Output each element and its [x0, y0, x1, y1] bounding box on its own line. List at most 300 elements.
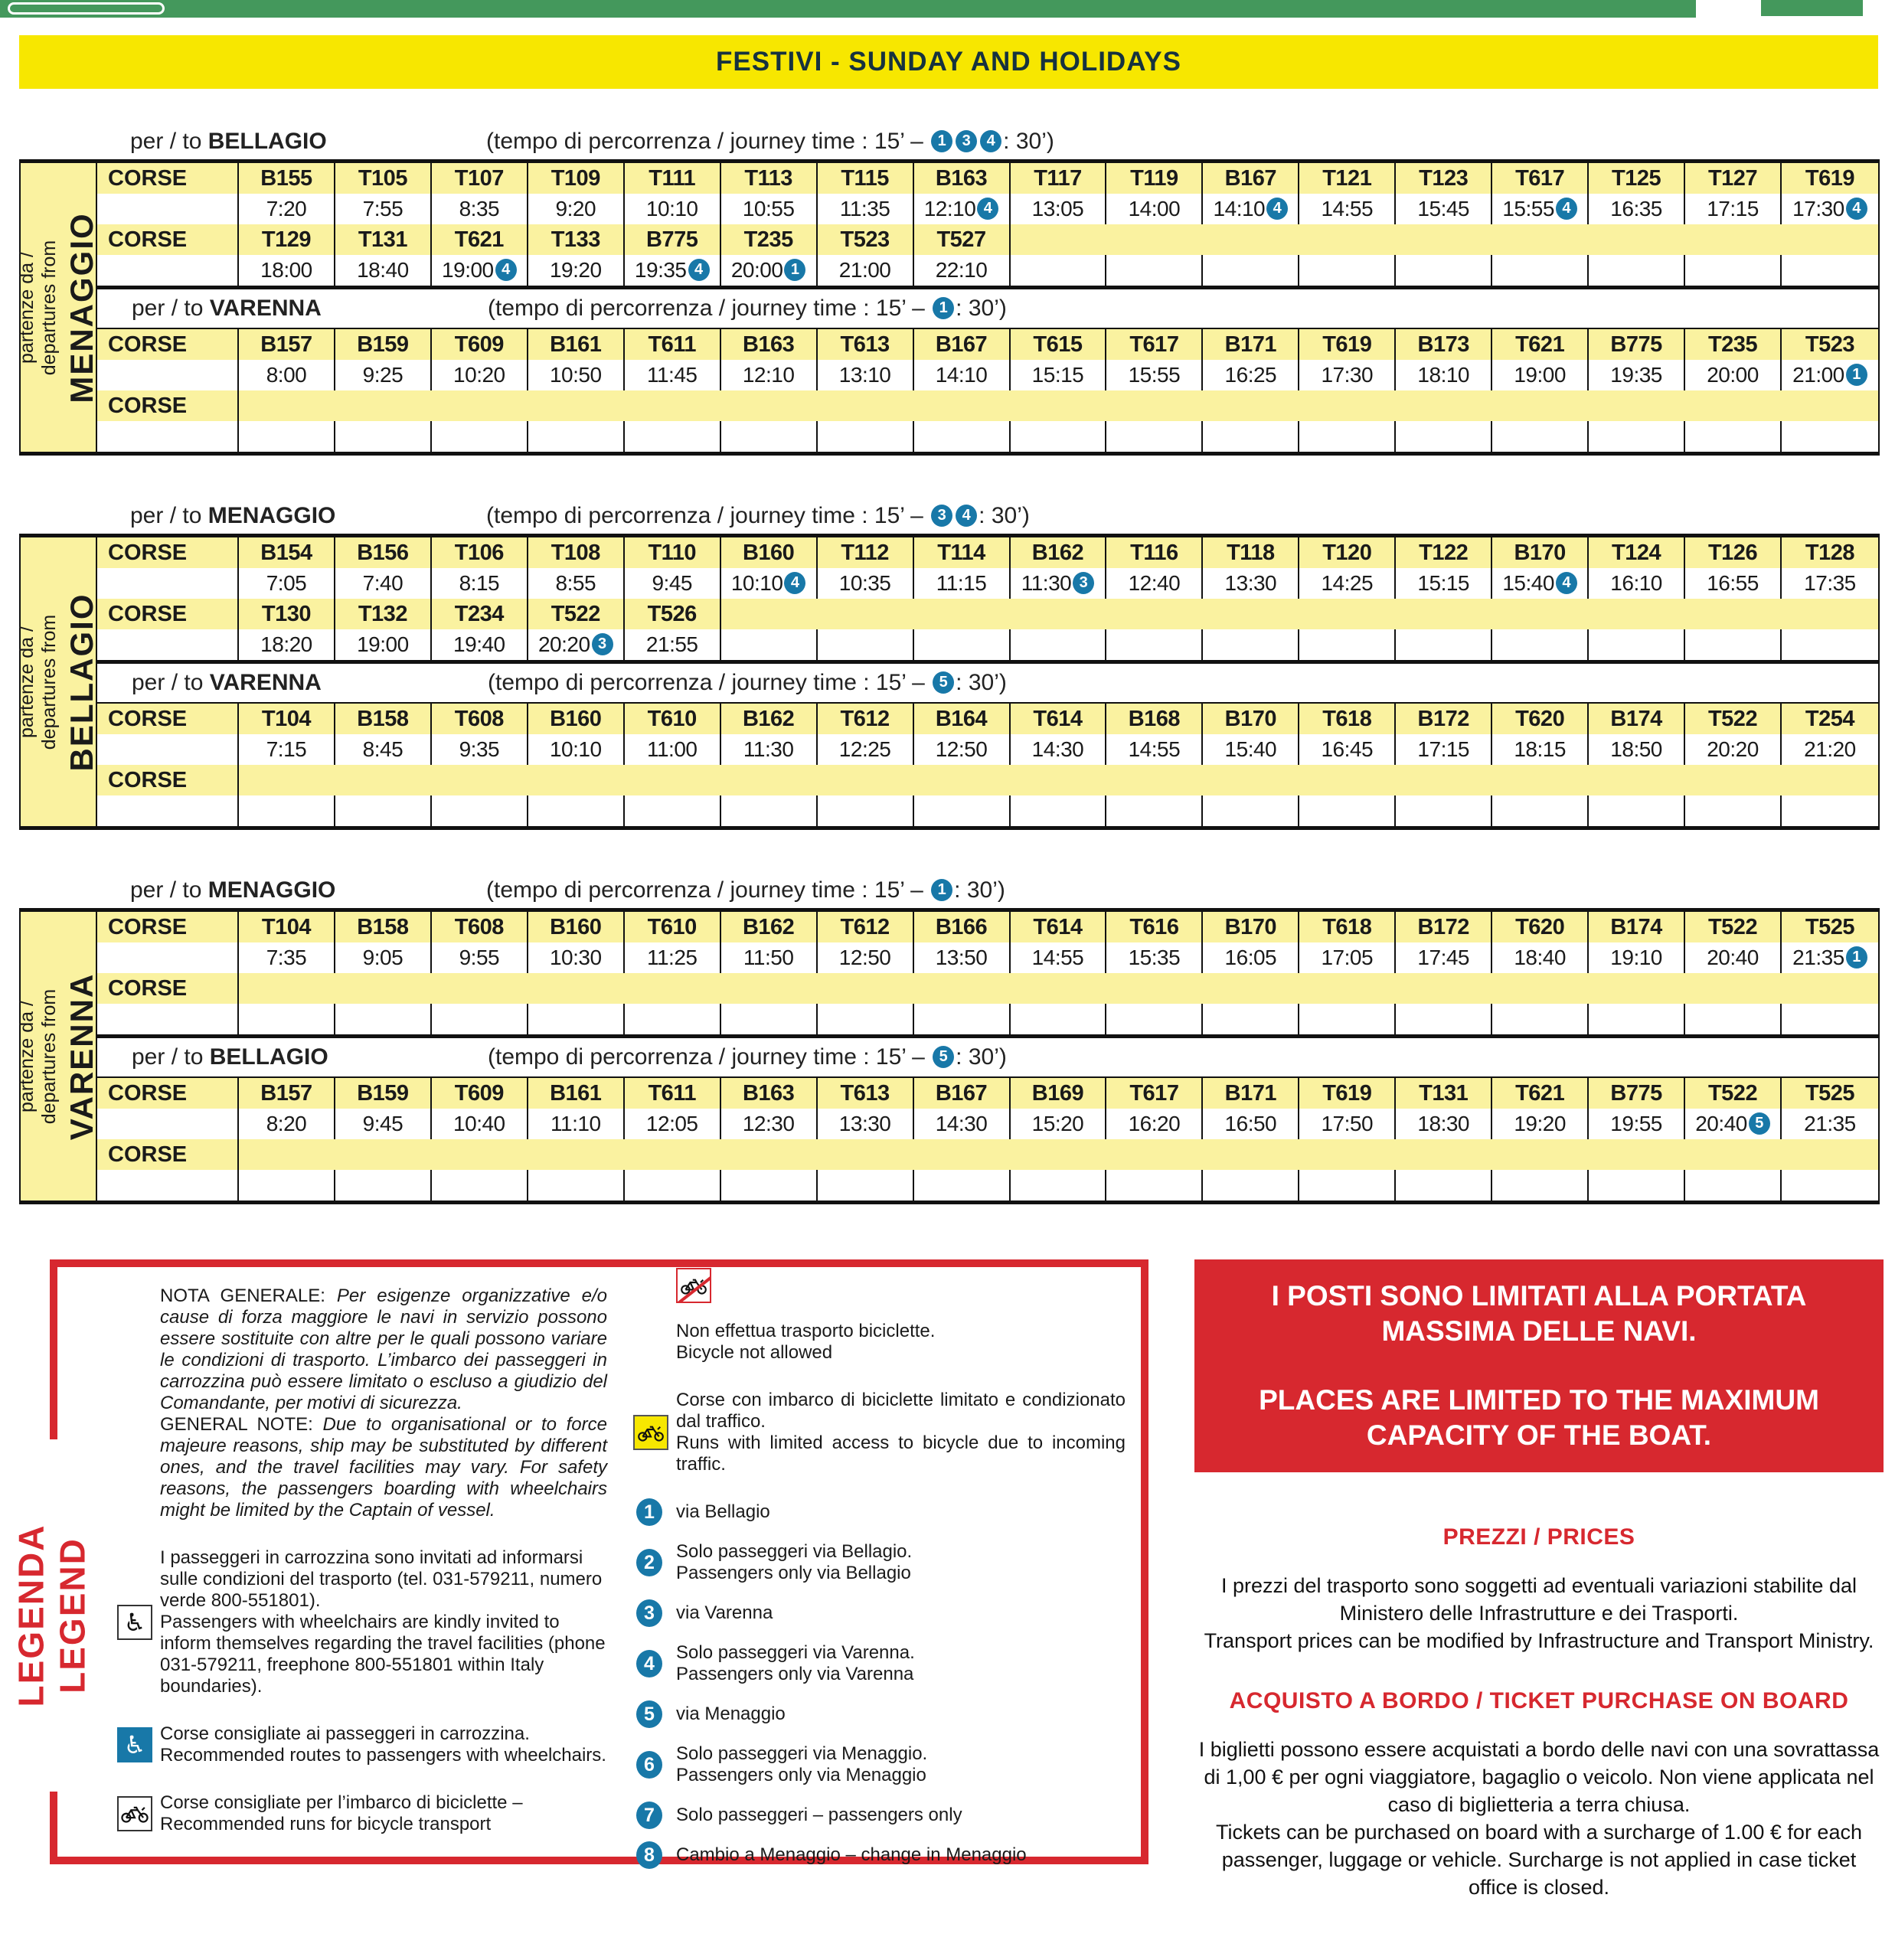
course-code-cell: [1203, 599, 1299, 629]
departure-time-cell: [1492, 629, 1589, 660]
departure-time-cell: 9:20: [528, 194, 625, 224]
purchase-paragraph: [1194, 1736, 1884, 1901]
course-code-cell: T131: [1396, 1078, 1492, 1109]
course-code-cell: T117: [1011, 163, 1107, 194]
departures-from-label: partenze da / departures from: [16, 240, 60, 375]
corse-row-spacer: [97, 194, 239, 224]
course-code-cell: B171: [1203, 329, 1299, 360]
departure-time-cell: 12:50: [914, 734, 1011, 765]
departure-time-cell: 19:55: [1589, 1109, 1685, 1139]
departure-times-row: [97, 629, 1878, 660]
wheelchair-recommended-en: Recommended routes to passengers with wheelchairs.: [160, 1745, 606, 1766]
course-code-cell: [1685, 599, 1782, 629]
per-to-label: per / to: [132, 1044, 210, 1070]
course-code-cell: B167: [914, 329, 1011, 360]
note-1-badge: 1: [636, 1498, 662, 1526]
course-code-cell: B174: [1589, 704, 1685, 734]
departure-time-cell: [239, 1004, 335, 1034]
course-code-cell: [721, 973, 818, 1004]
legend-no-bicycle: [633, 1285, 1126, 1364]
destination-city: BELLAGIO: [209, 1044, 328, 1070]
no-bicycle-en: Bicycle not allowed: [676, 1342, 833, 1363]
departure-time-cell: 14:30: [914, 1109, 1011, 1139]
departure-time-cell: [432, 1170, 528, 1200]
course-code-cell: T235: [1685, 329, 1782, 360]
departure-time-cell: [335, 421, 432, 452]
departure-time-cell: 19:10: [1589, 942, 1685, 973]
legend-box: [50, 1259, 1148, 1864]
course-code-cell: T120: [1299, 537, 1396, 568]
course-code-cell: T234: [432, 599, 528, 629]
departure-time-cell: [1106, 255, 1203, 286]
course-code-cell: [1011, 1139, 1107, 1170]
course-code-cell: B157: [239, 329, 335, 360]
course-code-cell: T522: [1685, 704, 1782, 734]
departure-time-cell: [1106, 1170, 1203, 1200]
capacity-notice-en: PLACES ARE LIMITED TO THE MAXIMUM CAPACITY OF THE BOAT.: [1259, 1384, 1819, 1451]
departure-time-cell: 18:40: [1492, 942, 1589, 973]
course-code-cell: [914, 390, 1011, 421]
departure-times-row: [97, 568, 1878, 599]
course-codes-row: [97, 537, 1878, 568]
departure-time-cell: 15:20: [1011, 1109, 1107, 1139]
course-code-cell: B174: [1589, 912, 1685, 942]
legend-left-column: [117, 1285, 607, 1841]
course-codes-row: [97, 765, 1878, 795]
course-code-cell: T621: [1492, 1078, 1589, 1109]
course-code-cell: B171: [1203, 1078, 1299, 1109]
course-code-cell: [1782, 224, 1878, 255]
origin-city-label: VARENNA: [64, 972, 100, 1140]
top-green-bar: [0, 0, 1696, 18]
departure-time-cell: 11:00: [625, 734, 721, 765]
departure-time-cell: [432, 421, 528, 452]
departure-times-row: [97, 194, 1878, 224]
route-note-1-badge: 1: [933, 297, 954, 319]
corse-row-label: CORSE: [97, 1078, 239, 1109]
course-code-cell: [239, 973, 335, 1004]
course-code-cell: T522: [528, 599, 625, 629]
corse-row-label: CORSE: [97, 537, 239, 568]
course-code-cell: T130: [239, 599, 335, 629]
departure-time-cell: 21:35 1: [1782, 942, 1878, 973]
course-code-cell: [818, 599, 914, 629]
departure-time-cell: [1299, 421, 1396, 452]
top-capsule-outline: [8, 2, 165, 15]
departure-time-cell: 12:25: [818, 734, 914, 765]
course-code-cell: T104: [239, 704, 335, 734]
per-to-label: per / to: [132, 296, 210, 321]
per-to-label: per / to: [130, 877, 208, 903]
destination-header-varenna: [97, 664, 1878, 702]
course-code-cell: [1782, 765, 1878, 795]
legend-wheelchair-info: [117, 1547, 607, 1697]
departure-time-cell: 10:35: [818, 568, 914, 599]
departure-time-cell: [721, 1170, 818, 1200]
course-code-cell: T609: [432, 329, 528, 360]
journey-time-label: (tempo di percorrenza / journey time : 15’ – 1 3 4 : 30’): [486, 129, 1054, 154]
course-code-cell: B162: [721, 912, 818, 942]
departure-time-cell: 22:10: [914, 255, 1011, 286]
departure-time-cell: 10:55: [721, 194, 818, 224]
course-code-cell: [1589, 1139, 1685, 1170]
departure-time-cell: [1685, 795, 1782, 826]
course-code-cell: [1106, 765, 1203, 795]
note-7-badge: 7: [636, 1802, 662, 1829]
departure-time-cell: 10:40: [432, 1109, 528, 1139]
course-code-cell: T235: [721, 224, 818, 255]
course-code-cell: [432, 973, 528, 1004]
departure-time-cell: 18:15: [1492, 734, 1589, 765]
course-code-cell: B160: [721, 537, 818, 568]
corse-row-spacer: [97, 734, 239, 765]
departure-time-cell: [1589, 255, 1685, 286]
departure-time-cell: [1011, 629, 1107, 660]
departure-time-cell: [625, 421, 721, 452]
course-code-cell: T617: [1106, 1078, 1203, 1109]
course-code-cell: [239, 390, 335, 421]
departure-time-cell: 15:55 4: [1492, 194, 1589, 224]
departure-time-cell: [1203, 421, 1299, 452]
departure-time-cell: 17:15: [1685, 194, 1782, 224]
destination-header-menaggio: [96, 498, 1880, 534]
course-code-cell: [528, 973, 625, 1004]
departure-time-cell: 13:10: [818, 360, 914, 390]
departure-time-cell: 7:15: [239, 734, 335, 765]
course-code-cell: B163: [721, 1078, 818, 1109]
departure-time-cell: [1685, 1170, 1782, 1200]
course-code-cell: B170: [1203, 704, 1299, 734]
departure-time-cell: [1203, 795, 1299, 826]
destination-header-bellagio: [97, 1038, 1878, 1076]
departures-from-strip: [16, 537, 100, 826]
corse-row-spacer: [97, 1109, 239, 1139]
route-note-4-badge: 4: [1846, 198, 1867, 220]
departure-time-cell: [1106, 421, 1203, 452]
limited-bicycle-en: Runs with limited access to bicycle due to incoming traffic.: [676, 1432, 1126, 1475]
course-code-cell: [1011, 599, 1107, 629]
departure-time-cell: 10:20: [432, 360, 528, 390]
departure-time-cell: [335, 795, 432, 826]
departure-times-row: [97, 255, 1878, 286]
departure-time-cell: [1299, 1170, 1396, 1200]
departure-time-cell: 10:10 4: [721, 568, 818, 599]
departure-time-cell: 11:30 3: [1011, 568, 1107, 599]
course-code-cell: T617: [1492, 163, 1589, 194]
course-code-cell: B167: [914, 1078, 1011, 1109]
departure-time-cell: 8:55: [528, 568, 625, 599]
departure-time-cell: [1203, 1004, 1299, 1034]
corse-row-label: CORSE: [97, 912, 239, 942]
course-code-cell: T110: [625, 537, 721, 568]
legend-wheelchair-recommended: [117, 1723, 607, 1766]
destination-header-bellagio: [96, 124, 1880, 159]
general-note-label-en: GENERAL NOTE:: [160, 1414, 313, 1435]
departure-time-cell: 7:05: [239, 568, 335, 599]
course-code-cell: B167: [1203, 163, 1299, 194]
departure-time-cell: 11:10: [528, 1109, 625, 1139]
departure-time-cell: [1492, 255, 1589, 286]
course-code-cell: T613: [818, 1078, 914, 1109]
course-code-cell: T122: [1396, 537, 1492, 568]
course-code-cell: [1685, 973, 1782, 1004]
course-code-cell: T523: [818, 224, 914, 255]
note-3-badge: 3: [636, 1599, 662, 1627]
departure-time-cell: [625, 1004, 721, 1034]
course-code-cell: B160: [528, 912, 625, 942]
legend-note-4: 4 Solo passeggeri via Varenna. Passengers only via Varenna: [633, 1642, 1126, 1685]
course-code-cell: T105: [335, 163, 432, 194]
departure-time-cell: 12:30: [721, 1109, 818, 1139]
course-code-cell: T118: [1203, 537, 1299, 568]
course-code-cell: [625, 390, 721, 421]
course-code-cell: T611: [625, 329, 721, 360]
course-code-cell: [1203, 224, 1299, 255]
legend-note-1: 1 via Bellagio: [633, 1501, 1126, 1523]
course-code-cell: T613: [818, 329, 914, 360]
course-codes-row: [97, 1139, 1878, 1170]
prices-paragraph: [1194, 1572, 1884, 1655]
departure-time-cell: [1589, 421, 1685, 452]
course-code-cell: [528, 765, 625, 795]
journey-time-label: (tempo di percorrenza / journey time : 15’ – 5 : 30’): [488, 1044, 1007, 1070]
course-code-cell: [1589, 973, 1685, 1004]
departure-times-row: [97, 1109, 1878, 1139]
note-4-badge: 4: [636, 1650, 662, 1677]
course-code-cell: B156: [335, 537, 432, 568]
departure-time-cell: 11:50: [721, 942, 818, 973]
course-code-cell: B155: [239, 163, 335, 194]
course-codes-row: [97, 163, 1878, 194]
departure-time-cell: 19:00: [335, 629, 432, 660]
route-note-5-badge: 5: [1749, 1112, 1770, 1135]
departure-time-cell: [239, 421, 335, 452]
journey-time-label: (tempo di percorrenza / journey time : 15’ – 1 : 30’): [486, 877, 1005, 903]
course-code-cell: T108: [528, 537, 625, 568]
course-codes-row: [97, 599, 1878, 629]
departure-time-cell: [625, 1170, 721, 1200]
departure-time-cell: [1685, 629, 1782, 660]
origin-city-label: MENAGGIO: [64, 211, 100, 403]
course-code-cell: T619: [1805, 165, 1855, 191]
course-code-cell: T527: [914, 224, 1011, 255]
departure-time-cell: [1782, 255, 1878, 286]
departure-time-cell: 8:15: [432, 568, 528, 599]
departure-time-cell: 15:15: [1011, 360, 1107, 390]
route-note-4-badge: 4: [956, 505, 977, 527]
departure-time-cell: 7:40: [335, 568, 432, 599]
legend-limited-bicycle: [633, 1390, 1126, 1475]
departure-time-cell: [1396, 795, 1492, 826]
corse-row-spacer: [97, 568, 239, 599]
legend-bicycle-recommended: [117, 1792, 607, 1835]
departure-time-cell: 19:35: [1589, 360, 1685, 390]
route-note-3-badge: 3: [956, 130, 977, 152]
departure-time-cell: 18:50: [1589, 734, 1685, 765]
course-code-cell: T113: [721, 163, 818, 194]
corse-row-spacer: [97, 421, 239, 452]
course-code-cell: T618: [1299, 912, 1396, 942]
departure-time-cell: [818, 1170, 914, 1200]
departure-time-cell: 10:30: [528, 942, 625, 973]
course-code-cell: [1492, 599, 1589, 629]
course-code-cell: [1589, 765, 1685, 795]
departure-time-cell: [818, 629, 914, 660]
course-code-cell: T615: [1011, 329, 1107, 360]
corse-row-label: CORSE: [97, 329, 239, 360]
departure-time-cell: 15:55: [1106, 360, 1203, 390]
departure-time-cell: 12:10 4: [914, 194, 1011, 224]
course-code-cell: T121: [1299, 163, 1396, 194]
departure-time-cell: [721, 795, 818, 826]
course-code-cell: T611: [625, 1078, 721, 1109]
departure-time-cell: 16:50: [1203, 1109, 1299, 1139]
course-code-cell: T109: [528, 163, 625, 194]
departure-time-cell: [1396, 255, 1492, 286]
departure-time-cell: [1299, 255, 1396, 286]
departure-times-row: [97, 360, 1878, 390]
course-code-cell: [1299, 224, 1396, 255]
course-code-cell: B161: [528, 1078, 625, 1109]
departure-time-cell: 13:30: [1203, 568, 1299, 599]
general-note-label-it: NOTA GENERALE:: [160, 1285, 325, 1306]
course-code-cell: B164: [914, 704, 1011, 734]
departure-time-cell: [818, 795, 914, 826]
departure-time-cell: 14:25: [1299, 568, 1396, 599]
course-code-cell: [239, 765, 335, 795]
course-code-cell: [625, 765, 721, 795]
departure-time-cell: [721, 421, 818, 452]
legend-note-8: 8 Cambio a Menaggio – change in Menaggio: [633, 1844, 1126, 1866]
destination-header-varenna: [97, 289, 1878, 328]
course-codes-row: [97, 704, 1878, 734]
course-code-cell: T610: [625, 704, 721, 734]
bicycle-icon: [117, 1796, 152, 1831]
departure-time-cell: [914, 795, 1011, 826]
journey-time-label: (tempo di percorrenza / journey time : 15’ – 1 : 30’): [488, 296, 1007, 321]
course-code-cell: T119: [1106, 163, 1203, 194]
departure-times-row: [97, 734, 1878, 765]
per-to-label: per / to: [130, 129, 208, 154]
corse-row-label: CORSE: [97, 163, 239, 194]
course-code-cell: B163: [914, 163, 1011, 194]
course-code-cell: [432, 1139, 528, 1170]
corse-row-spacer: [97, 629, 239, 660]
note-6-badge: 6: [636, 1751, 662, 1779]
course-code-cell: [1203, 973, 1299, 1004]
departure-time-cell: 19:00 4: [432, 255, 528, 286]
note-8-badge: 8: [636, 1841, 662, 1869]
no-bicycle-icon: [676, 1268, 711, 1303]
course-code-cell: [239, 1139, 335, 1170]
course-code-cell: T617: [1106, 329, 1203, 360]
course-code-cell: [1782, 390, 1878, 421]
departure-time-cell: 17:15: [1396, 734, 1492, 765]
course-code-cell: T608: [432, 912, 528, 942]
legend-note-3: 3 via Varenna: [633, 1602, 1126, 1624]
course-code-cell: [1203, 390, 1299, 421]
journey-time-label: (tempo di percorrenza / journey time : 15’ – 3 4 : 30’): [486, 503, 1030, 528]
departure-time-cell: 16:55: [1685, 568, 1782, 599]
departure-time-cell: 15:45: [1396, 194, 1492, 224]
departure-time-cell: 12:05: [625, 1109, 721, 1139]
course-code-cell: T123: [1396, 163, 1492, 194]
departure-time-cell: 18:10: [1396, 360, 1492, 390]
departure-time-cell: 14:30: [1011, 734, 1107, 765]
course-code-cell: [914, 1139, 1011, 1170]
departure-time-cell: [1782, 795, 1878, 826]
course-code-cell: [818, 390, 914, 421]
corse-row-spacer: [97, 360, 239, 390]
departure-time-cell: 8:45: [335, 734, 432, 765]
note-5-badge: 5: [636, 1700, 662, 1728]
course-code-cell: [1011, 765, 1107, 795]
course-code-cell: [1492, 765, 1589, 795]
course-code-cell: [625, 1139, 721, 1170]
course-code-cell: [528, 1139, 625, 1170]
departure-time-cell: [1203, 1170, 1299, 1200]
departure-time-cell: 20:00 1: [721, 255, 818, 286]
route-note-5-badge: 5: [933, 671, 954, 694]
course-code-cell: [1203, 1139, 1299, 1170]
departure-time-cell: 20:00: [1685, 360, 1782, 390]
course-code-cell: [1299, 390, 1396, 421]
purchase-title: ACQUISTO A BORDO / TICKET PURCHASE ON BOARD: [1229, 1688, 1849, 1713]
legenda-title-it: LEGENDA: [11, 1524, 51, 1707]
course-codes-row: [97, 390, 1878, 421]
route-note-1-badge: 1: [1846, 946, 1867, 969]
departure-time-cell: [1589, 795, 1685, 826]
course-code-cell: T619: [1299, 1078, 1396, 1109]
corse-row-label: CORSE: [97, 1139, 239, 1170]
departure-times-row: [97, 795, 1878, 826]
timetable-grid: [97, 702, 1878, 826]
timetable-grid: [97, 163, 1878, 289]
general-note-text-en: Due to organisational or to force majeure reasons, ship may be substituted by different ones, and the travel facilities may vary. For safety reasons, the passengers boarding with wheelchairs might be limited by the Captain of vessel.: [160, 1414, 607, 1521]
departure-time-cell: 11:15: [914, 568, 1011, 599]
course-code-cell: B168: [1106, 704, 1203, 734]
departure-time-cell: 9:25: [335, 360, 432, 390]
course-code-cell: [1396, 390, 1492, 421]
departure-times-row: [97, 421, 1878, 452]
departure-time-cell: [1685, 1004, 1782, 1034]
departure-time-cell: [1011, 255, 1107, 286]
departure-time-cell: 7:35: [239, 942, 335, 973]
course-code-cell: B159: [335, 1078, 432, 1109]
departure-time-cell: [1396, 629, 1492, 660]
departure-time-cell: 14:10: [914, 360, 1011, 390]
course-code-cell: [1685, 390, 1782, 421]
departure-time-cell: 17:30: [1299, 360, 1396, 390]
course-code-cell: T609: [432, 1078, 528, 1109]
course-code-cell: [1589, 599, 1685, 629]
course-code-cell: [1396, 224, 1492, 255]
legend-note-5: 5 via Menaggio: [633, 1704, 1126, 1725]
wheelchair-blue-icon: ♿: [117, 1727, 152, 1762]
timetable-grid: [97, 537, 1878, 664]
departures-from-strip: [16, 912, 100, 1200]
course-code-cell: [721, 765, 818, 795]
route-note-4-badge: 4: [1266, 198, 1288, 220]
departure-time-cell: 21:00 1: [1782, 360, 1878, 390]
corse-row-spacer: [97, 942, 239, 973]
departure-time-cell: 10:10: [528, 734, 625, 765]
route-note-4-badge: 4: [688, 259, 710, 281]
course-code-cell: B170: [1492, 537, 1589, 568]
course-code-cell: T522: [1685, 912, 1782, 942]
departure-time-cell: 17:45: [1396, 942, 1492, 973]
course-code-cell: B160: [528, 704, 625, 734]
